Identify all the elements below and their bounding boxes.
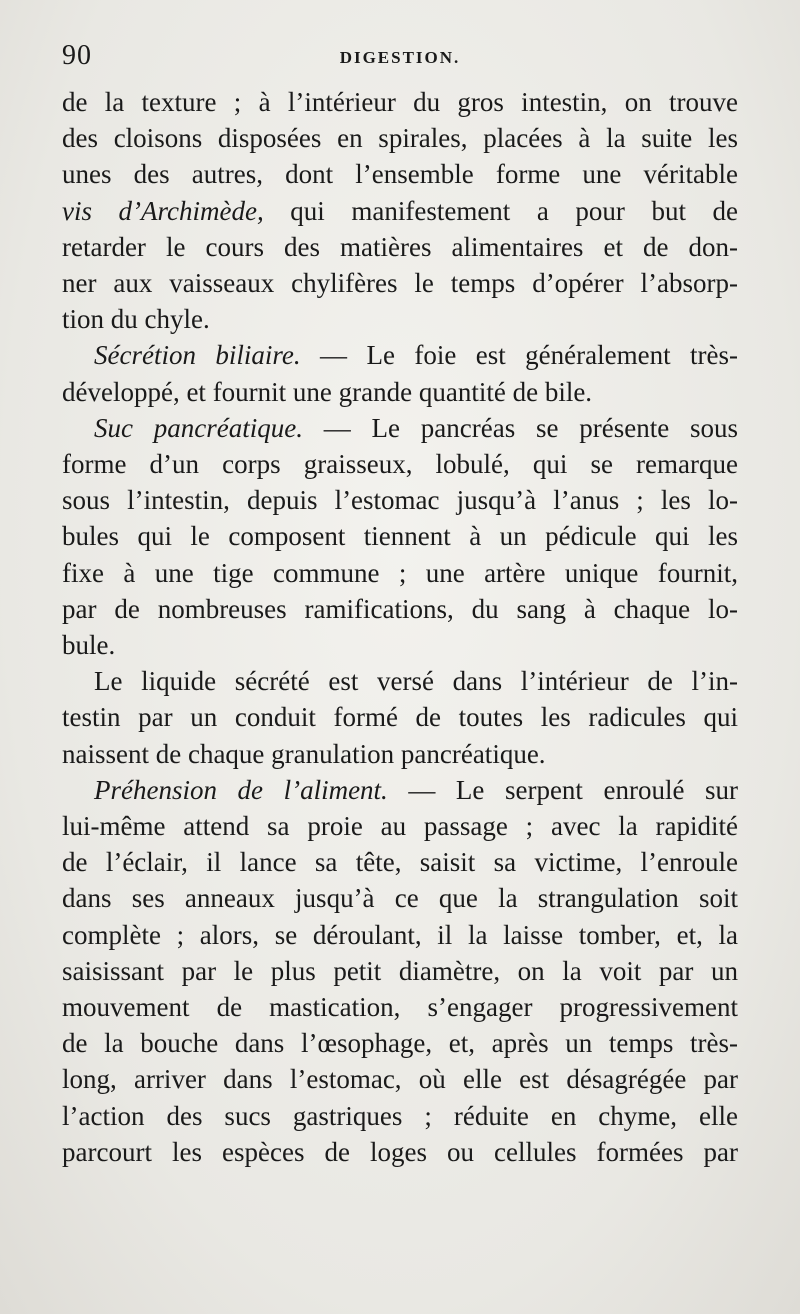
line-text: ner aux vaisseaux chylifères le temps d’opérer l’absorp- — [62, 268, 738, 299]
text-line — [62, 736, 738, 772]
text-line — [62, 84, 738, 120]
text-line — [62, 482, 738, 518]
text-line — [62, 265, 738, 301]
line-text: de l’éclair, il lance sa tête, saisit sa victime, l’enroule — [62, 847, 738, 878]
line-text: parcourt les espèces de loges ou cellules formées par — [62, 1136, 738, 1167]
running-head: DIGESTION. — [339, 48, 461, 67]
italic-heading: Sécrétion biliaire. — [94, 340, 301, 371]
line-text: fixe à une tige commune ; une artère unique fournit, — [62, 557, 738, 588]
line-text: l’action des sucs gastriques ; réduite en chyme, elle — [62, 1100, 738, 1131]
line-text: par de nombreuses ramifications, du sang à chaque lo- — [62, 593, 738, 624]
text-line — [62, 880, 738, 916]
text-line — [62, 772, 738, 808]
text-line — [62, 699, 738, 735]
line-text: de la texture ; à l’intérieur du gros intestin, on trouve — [62, 87, 738, 117]
text-line — [62, 337, 738, 373]
paragraph — [62, 410, 738, 663]
text-line — [62, 1098, 738, 1134]
page-number: 90 — [62, 40, 92, 71]
line-text: forme d’un corps graisseux, lobulé, qui se remarque — [62, 449, 738, 480]
text-line — [62, 808, 738, 844]
line-text: saisissant par le plus petit diamètre, on la voit par un — [62, 955, 738, 986]
body-text — [62, 84, 738, 1170]
line-text: qui manifestement a pour but de — [263, 195, 739, 226]
text-line — [62, 410, 738, 446]
text-line — [62, 446, 738, 482]
line-text: sous l’intestin, depuis l’estomac jusqu’à l’anus ; les lo- — [62, 485, 738, 516]
line-text: — Le foie est généralement très- — [300, 340, 738, 371]
line-text: naissent de chaque granulation pancréatique. — [62, 738, 546, 769]
italic-heading: vis d’Archimède, — [62, 195, 264, 226]
line-text: long, arriver dans l’estomac, où elle est désagrégée par — [62, 1064, 738, 1095]
italic-heading: Préhension de l’aliment. — [94, 774, 388, 805]
page-header — [62, 40, 738, 80]
line-text: bules qui le composent tiennent à un pédicule qui les — [62, 521, 738, 552]
text-line — [62, 1025, 738, 1061]
text-line — [62, 120, 738, 156]
text-line — [62, 663, 738, 699]
line-text: de la bouche dans l’œsophage, et, après un temps très- — [62, 1028, 738, 1059]
text-line — [62, 193, 738, 229]
text-line — [62, 1061, 738, 1097]
text-line — [62, 844, 738, 880]
text-line — [62, 229, 738, 265]
paragraph — [62, 663, 738, 772]
text-line — [62, 953, 738, 989]
line-text: lui-même attend sa proie au passage ; avec la rapidité — [62, 811, 738, 842]
text-line — [62, 374, 738, 410]
text-line — [62, 156, 738, 192]
text-line — [62, 627, 738, 663]
line-text: des cloisons disposées en spirales, placées à la suite les — [62, 123, 738, 154]
line-text: complète ; alors, se déroulant, il la laisse tomber, et, la — [62, 919, 738, 950]
text-line — [62, 301, 738, 337]
line-text: unes des autres, dont l’ensemble forme une véritable — [62, 159, 738, 190]
line-text: testin par un conduit formé de toutes les radicules qui — [62, 702, 738, 733]
text-line — [62, 917, 738, 953]
line-text: Le liquide sécrété est versé dans l’intérieur de l’in- — [94, 666, 738, 697]
text-line — [62, 1134, 738, 1170]
line-text: retarder le cours des matières alimentaires et de don- — [62, 231, 738, 262]
italic-heading: Suc pancréatique. — [94, 412, 303, 443]
line-text: — Le serpent enroulé sur — [387, 774, 738, 805]
line-text: dans ses anneaux jusqu’à ce que la strangulation soit — [62, 883, 738, 914]
paragraph — [62, 84, 738, 337]
line-text: mouvement de mastication, s’engager progressivement — [62, 992, 738, 1023]
line-text: tion du chyle. — [62, 304, 210, 335]
line-text: développé, et fournit une grande quantité de bile. — [62, 376, 593, 407]
text-line — [62, 518, 738, 554]
text-line — [62, 555, 738, 591]
paragraph — [62, 772, 738, 1170]
line-text: bule. — [62, 630, 116, 661]
text-line — [62, 989, 738, 1025]
text-line — [62, 591, 738, 627]
paragraph — [62, 337, 738, 409]
line-text: — Le pancréas se présente sous — [302, 412, 738, 443]
